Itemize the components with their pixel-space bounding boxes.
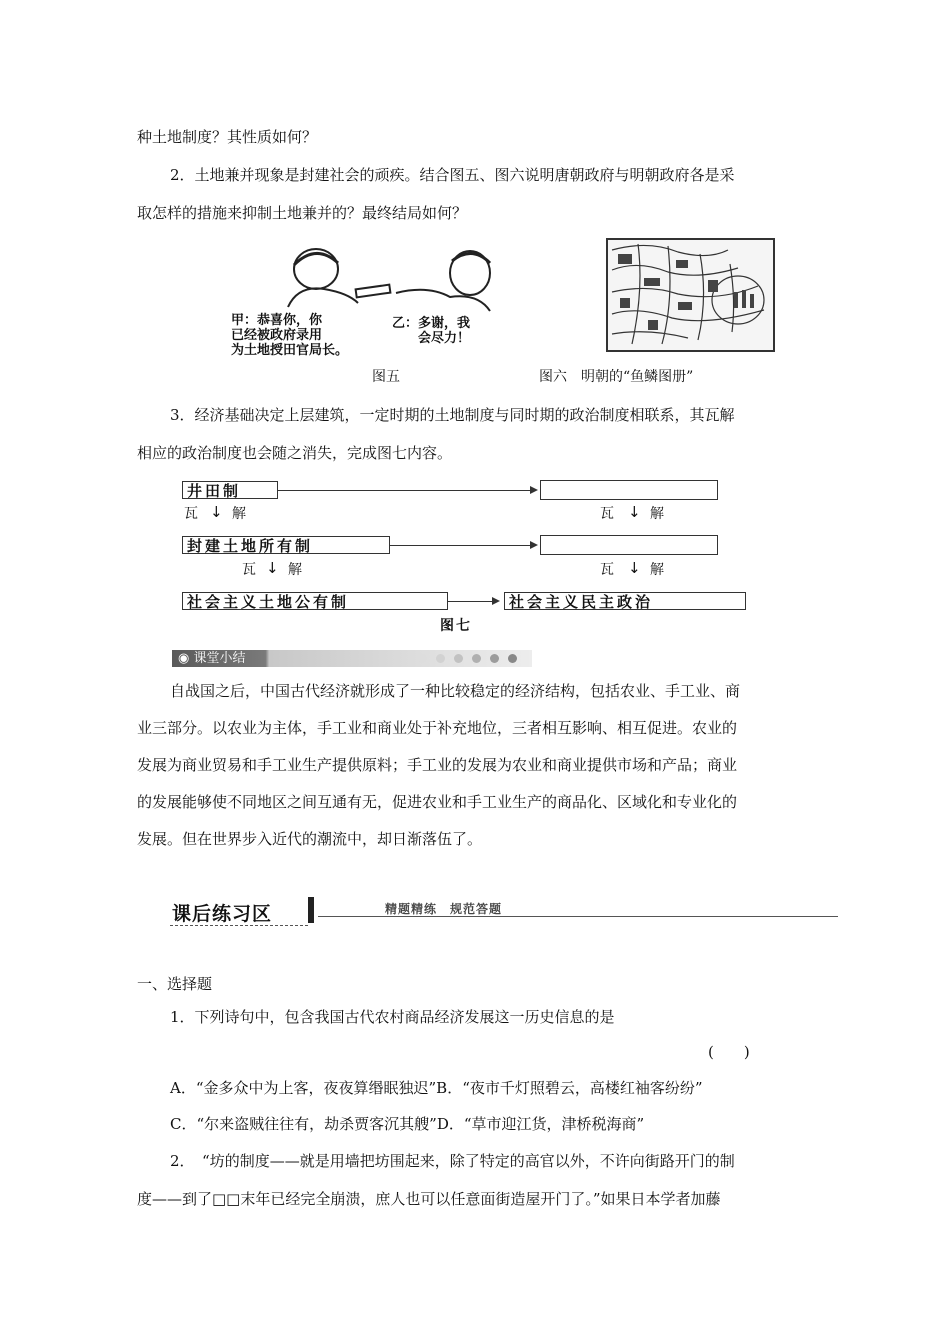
arrow-head: [492, 597, 500, 605]
figure-6-fish-scale-map: [606, 238, 775, 352]
speech-line: 为土地授田官局长。: [231, 343, 349, 358]
summary-text: 发展为商业贸易和手工业生产提供原料；手工业的发展为农业和商业提供市场和产品；商业: [137, 756, 738, 774]
box-feudal-land-ownership: 封建土地所有制: [182, 536, 390, 554]
down-arrow-icon: ↓: [628, 503, 641, 521]
dot-icon: [472, 654, 481, 663]
figure-5-speech-jia: [231, 313, 348, 358]
box-socialist-democracy: 社会主义民主政治: [504, 592, 746, 610]
summary-label: ◉ 课堂小结: [178, 651, 246, 666]
summary-text: 的发展能够使不同地区之间互通有无，促进农业和手工业生产的商品化、区域化和专业化的: [137, 793, 738, 811]
figure-7-diagram: [160, 475, 760, 635]
speech-line: 乙：多谢，我: [392, 316, 471, 331]
speech-line: 已经被政府录用: [231, 328, 323, 343]
section-header: [170, 895, 840, 929]
dot-icon: [454, 654, 463, 663]
figure-7-caption: 图七: [440, 618, 472, 634]
figure-5-speech-yi: [392, 316, 470, 346]
answer-blank-2[interactable]: [540, 535, 718, 555]
section-title: 课后练习区: [172, 903, 273, 925]
text-line: 相应的政治制度也会随之消失，完成图七内容。: [137, 444, 453, 462]
down-arrow-icon: ↓: [628, 559, 641, 577]
down-arrow-icon: ↓: [266, 559, 279, 577]
summary-text: 自战国之后，中国古代经济就形成了一种比较稳定的经济结构，包括农业、手工业、商: [170, 682, 741, 700]
speech-line: 甲：恭喜你，你: [231, 313, 323, 328]
text-line: 取怎样的措施来抑制土地兼并的？最终结局如何？: [137, 204, 468, 222]
section-subtitle: 精题精练 规范答题: [385, 902, 503, 916]
figure-6-caption: 图六 明朝的“鱼鳞图册”: [539, 369, 694, 385]
label-jie: 解: [232, 506, 248, 522]
text-line: 种土地制度？其性质如何？: [137, 128, 318, 146]
dot-icon: [418, 654, 427, 663]
question-2: 2．土地兼并现象是封建社会的顽疾。结合图五、图六说明唐朝政府与明朝政府各是采: [170, 166, 735, 184]
arrow-head: [530, 486, 538, 494]
summary-header-bar: [172, 650, 532, 667]
answer-parens[interactable]: ( ): [708, 1043, 750, 1061]
label-wa: 瓦: [600, 506, 616, 522]
box-well-field-system: 井田制: [182, 481, 278, 499]
dot-icon: [490, 654, 499, 663]
question-1: 1．下列诗句中，包含我国古代农村商品经济发展这一历史信息的是: [170, 1008, 615, 1026]
box-socialist-public-land: 社会主义土地公有制: [182, 592, 448, 610]
question-3: 3．经济基础决定上层建筑，一定时期的土地制度与同时期的政治制度相联系，其瓦解: [170, 406, 735, 424]
label-jie: 解: [650, 562, 666, 578]
summary-text: 业三部分。以农业为主体，手工业和商业处于补充地位，三者相互影响、相互促进。农业的: [137, 719, 738, 737]
divider: [308, 897, 314, 923]
answer-blank-1[interactable]: [540, 480, 718, 500]
down-arrow-icon: ↓: [210, 503, 223, 521]
text-line: 度——到了□□末年已经完全崩溃，庶人也可以任意面街造屋开门了。”如果日本学者加藤: [137, 1190, 721, 1208]
exercise-heading: 一、选择题: [137, 975, 213, 993]
arrow-line: [448, 601, 492, 602]
options-cd: C．“尔来盗贼往往有，劫杀贾客沉其艘”D．“草市迎江货，津桥税海商”: [170, 1115, 645, 1133]
figure-5-caption: 图五: [372, 369, 400, 385]
speech-line: 会尽力！: [418, 331, 471, 346]
label-jie: 解: [288, 562, 304, 578]
options-ab: A．“金多众中为上客，夜夜算缗眠独迟”B．“夜市千灯照碧云，高楼红袖客纷纷”: [170, 1079, 703, 1097]
dot-icon: [436, 654, 445, 663]
dot-icon: [508, 654, 517, 663]
divider: [170, 925, 308, 926]
question-2: 2． “坊的制度——就是用墙把坊围起来，除了特定的高官以外，不许向街路开门的制: [170, 1152, 735, 1170]
arrow-line: [390, 545, 530, 546]
label-wa: 瓦: [184, 506, 200, 522]
arrow-line: [278, 490, 530, 491]
summary-text: 发展。但在世界步入近代的潮流中，却日渐落伍了。: [137, 830, 483, 848]
label-wa: 瓦: [600, 562, 616, 578]
label-wa: 瓦: [242, 562, 258, 578]
label-jie: 解: [650, 506, 666, 522]
arrow-head: [530, 541, 538, 549]
